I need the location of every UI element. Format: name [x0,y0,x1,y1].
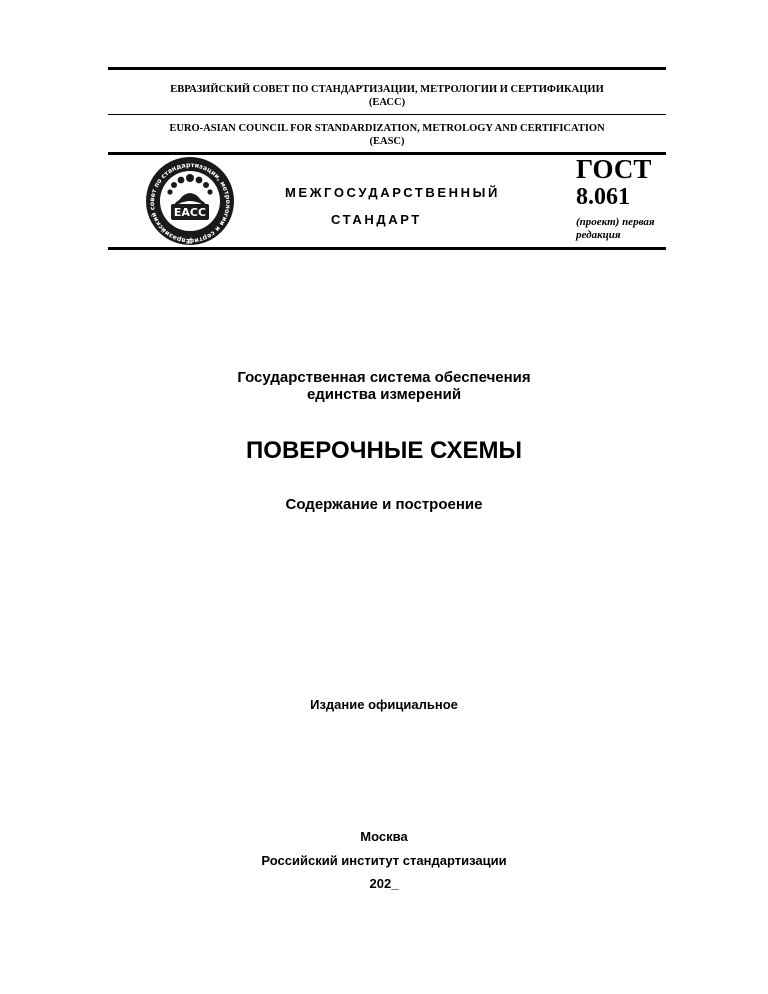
edition-note-line1: (проект) первая [576,216,655,228]
footer-city: Москва [360,829,408,844]
council-abbr-en: (EASC) [369,136,405,147]
document-subtitle: Содержание и построение [285,496,483,513]
emblem-center-text: ЕАСС [173,206,207,219]
standard-type-line2: СТАНДАРТ [331,212,422,227]
council-name-ru: ЕВРАЗИЙСКИЙ СОВЕТ ПО СТАНДАРТИЗАЦИИ, МЕТРОЛОГИИ И СЕРТИФИКАЦИИ [170,84,604,95]
top-rule [108,67,666,70]
council-abbr-ru: (ЕАСС) [368,97,406,108]
gost-number: 8.061 [576,184,630,210]
footer-publisher: Российский институт стандартизации [261,853,507,868]
system-title-line1: Государственная система обеспечения [237,369,531,386]
footer-year: 202_ [369,876,399,891]
edition-label: Издание официальное [310,697,458,712]
edition-note-line2: редакция [576,229,621,241]
logo-bottom-rule [108,247,666,250]
council-name-en: EURO-ASIAN COUNCIL FOR STANDARDIZATION, METROLOGY AND CERTIFICATION [169,123,605,134]
easc-emblem-icon [143,156,237,246]
emblem-ring-text: Евразийский совет по стандартизации, метрологии и сертиф [148,160,233,246]
standard-type-line1: МЕЖГОСУДАРСТВЕННЫЙ [285,185,500,200]
system-title-line2: единства измерений [306,386,462,403]
gost-label: ГОСТ [576,154,652,184]
header-divider [108,114,666,115]
document-title: ПОВЕРОЧНЫЕ СХЕМЫ [246,437,522,464]
